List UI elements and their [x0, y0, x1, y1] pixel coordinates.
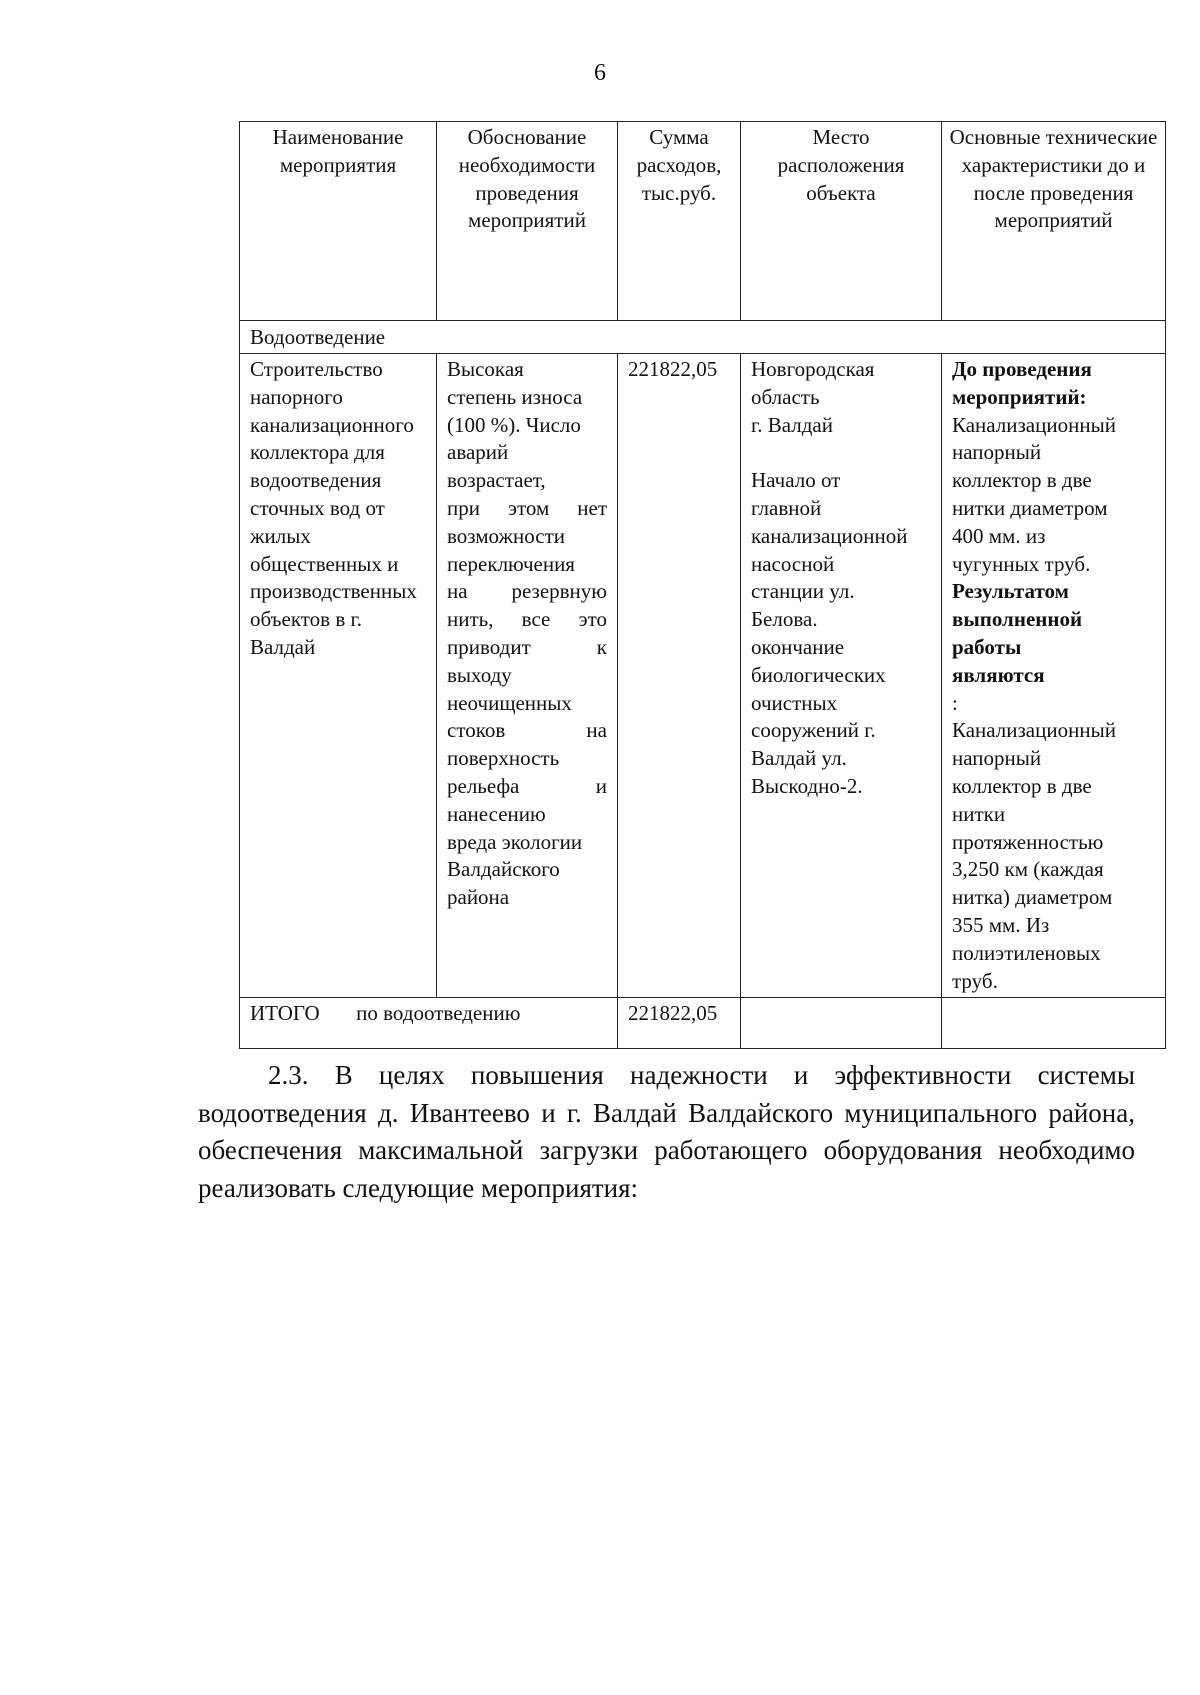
justification-line: неочищенных: [447, 690, 572, 715]
measure-name-line: Строительство: [250, 357, 383, 381]
cell-characteristics: [942, 354, 1166, 998]
justification-line: стоков на: [447, 718, 607, 743]
measure-name-line: производственных: [250, 579, 417, 604]
cell-justification: [437, 354, 618, 998]
justification-line: приводит к: [447, 634, 607, 659]
justification-line: при этом нет: [447, 495, 607, 520]
cell-amount: 221822,05: [618, 354, 741, 998]
total-empty-characteristics: [942, 998, 1166, 1049]
table-row: [240, 354, 1166, 998]
justification-line: аварий: [447, 440, 509, 465]
section-row: [240, 321, 1166, 354]
header-justification: Обоснование необходимости проведения мероприятий: [437, 122, 618, 321]
measure-name-line: Валдай: [250, 634, 316, 659]
justification-line: нанесению: [447, 801, 546, 826]
after-line: нитки: [952, 801, 1006, 826]
measures-table: [239, 121, 1166, 1049]
measure-name-line: напорного: [250, 384, 343, 409]
justification-line: Валдайского: [447, 857, 560, 882]
location-line: канализационной: [751, 523, 908, 548]
justification-line: переключения: [447, 551, 575, 576]
location-line: Выскодно-2.: [751, 773, 863, 798]
location-line: Валдай ул.: [751, 746, 847, 771]
measure-name-line: коллектора для: [250, 440, 385, 465]
location-line: сооружений г.: [751, 718, 876, 743]
after-line: 355 мм. Из: [952, 912, 1050, 937]
after-line: Канализационный: [952, 718, 1116, 743]
before-line: 400 мм. из: [952, 523, 1046, 548]
justification-line: вреда экологии: [447, 829, 583, 854]
measure-name-line: водоотведения: [250, 468, 382, 493]
location-line: область: [751, 384, 820, 409]
location-line: очистных: [751, 690, 838, 715]
result-heading-line: работы: [952, 634, 1022, 659]
location-line: г. Валдай: [751, 412, 833, 437]
total-label-right: по водоотведению: [356, 1001, 521, 1026]
cell-measure-name: [240, 354, 437, 998]
header-location: Место расположения объекта: [741, 122, 942, 321]
section-title: Водоотведение: [240, 321, 1166, 354]
before-line: нитки диаметром: [952, 495, 1108, 520]
after-line: напорный: [952, 746, 1042, 771]
location-line: окончание: [751, 634, 845, 659]
total-label-left: ИТОГО: [250, 1001, 320, 1026]
after-line: протяженностью: [952, 829, 1104, 854]
justification-line: возможности: [447, 523, 566, 548]
total-amount: 221822,05: [618, 998, 741, 1049]
justification-line: Высокая: [447, 357, 524, 381]
total-label: [240, 998, 618, 1049]
header-amount: Сумма расходов, тыс.руб.: [618, 122, 741, 321]
cell-location: [741, 354, 942, 998]
before-line: Канализационный: [952, 412, 1116, 437]
location-line: Белова.: [751, 607, 818, 632]
justification-line: выходу: [447, 662, 512, 687]
page-number: 6: [594, 60, 606, 86]
result-heading-colon: :: [952, 690, 958, 715]
measure-name-line: объектов в г.: [250, 607, 362, 632]
justification-line: нить, все это: [447, 607, 607, 632]
before-line: чугунных труб.: [952, 551, 1091, 576]
after-line: коллектор в две: [952, 773, 1092, 798]
measure-name-line: сточных вод от: [250, 495, 385, 520]
header-measure-name: Наименование мероприятия: [240, 122, 437, 321]
justification-line: на резервную: [447, 579, 607, 604]
location-line: [751, 439, 931, 467]
after-line: нитка) диаметром: [952, 885, 1113, 910]
body-paragraph: [198, 1057, 1135, 1207]
measure-name-line: общественных и: [250, 551, 399, 576]
justification-line: поверхность: [447, 746, 560, 771]
justification-line: степень износа: [447, 384, 583, 409]
measure-name-line: канализационного: [250, 412, 414, 437]
result-heading-line: являются :: [952, 662, 1155, 718]
measure-name-line: жилых: [250, 523, 311, 548]
before-text: [952, 412, 1155, 579]
total-empty-location: [741, 998, 942, 1049]
location-line: Начало от: [751, 468, 841, 493]
paragraph-text: 2.3. В целях повышения надежности и эффективности системы водоотведения д. Ивантеево и г. Валдай Валдайского муниципального района, обеспечения максимальной загрузки работающего оборудования необходимо реализовать следующие мероприятия:: [198, 1060, 1135, 1203]
before-line: коллектор в две: [952, 468, 1092, 493]
location-line: биологических: [751, 662, 886, 687]
before-heading: До проведения мероприятий:: [952, 357, 1092, 409]
location-line: станции ул.: [751, 579, 855, 604]
justification-line: рельефа и: [447, 773, 607, 798]
location-line: главной: [751, 495, 822, 520]
after-line: 3,250 км (каждая: [952, 857, 1104, 882]
table-header-row: [240, 122, 1166, 321]
justification-line: района: [447, 885, 510, 910]
header-characteristics: Основные технические характеристики до и после проведения мероприятий: [942, 122, 1166, 321]
total-row: [240, 998, 1166, 1049]
before-line: напорный: [952, 440, 1042, 465]
location-line: насосной: [751, 551, 835, 576]
after-line: труб.: [952, 968, 998, 993]
result-heading-line: выполненной: [952, 607, 1083, 632]
after-text: [952, 717, 1155, 995]
location-line: Новгородская: [751, 357, 875, 381]
after-line: полиэтиленовых: [952, 940, 1101, 965]
result-heading: [952, 578, 1155, 717]
justification-line: (100 %). Число: [447, 412, 581, 437]
justification-line: возрастает,: [447, 468, 546, 493]
result-heading-line: Результатом: [952, 579, 1069, 604]
